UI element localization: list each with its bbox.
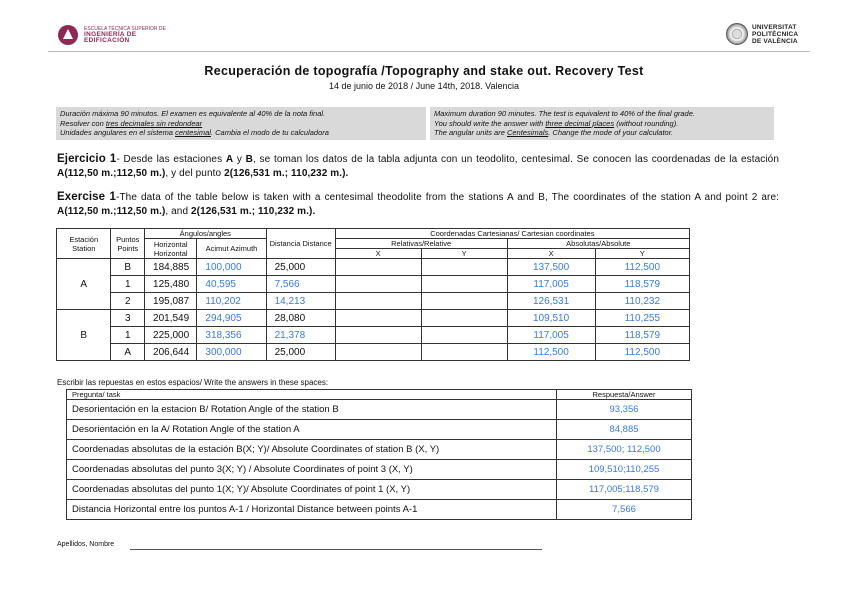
instr-es-line1: Duración máxima 90 minutos. El examen es equivalente al 40% de la nota final.: [60, 109, 326, 118]
header-points: Puntos Points: [111, 229, 145, 259]
question-cell: Coordenadas absolutas de la estación B(X; Y)/ Absolute Coordinates of station B (X, Y): [67, 440, 557, 460]
question-cell: Desorientación en la estacion B/ Rotation Angle of the station B: [67, 400, 557, 420]
header-horizontal: Horizontal Horizontal: [145, 239, 197, 259]
abs-y-cell: 110,255: [595, 310, 689, 327]
horizontal-cell: 184,885: [145, 259, 197, 276]
question-cell: Coordenadas absolutas del punto 1(X; Y)/ Absolute Coordinates of point 1 (X, Y): [67, 480, 557, 500]
instr-en-line3-end: . Change the mode of your calculator.: [548, 128, 674, 137]
instr-es-line2: Resolver con: [60, 118, 106, 128]
abs-y-cell: 118,579: [595, 276, 689, 293]
distance-cell: 21,378: [266, 327, 335, 344]
instructions-spanish: [56, 107, 426, 140]
abs-x-cell: 112,500: [507, 344, 595, 361]
page-subtitle: 14 de junio de 2018 / June 14th, 2018. Valencia: [329, 81, 519, 91]
distance-cell: 14,213: [266, 293, 335, 310]
azimuth-cell: 300,000: [197, 344, 266, 361]
rel-x-cell: [335, 259, 421, 276]
exercise-en-text2: , and: [165, 206, 192, 217]
instr-en-line3-underlined: Centesimals: [506, 128, 549, 137]
question-cell: Coordenadas absolutas del punto 3(X; Y) / Absolute Coordinates of point 3 (X, Y): [67, 460, 557, 480]
rel-y-cell: [421, 344, 507, 361]
exercise-es-station-a: A: [225, 154, 234, 165]
exercise-es-heading: Ejercicio 1: [57, 153, 117, 165]
abs-x-cell: 109,510: [507, 310, 595, 327]
university-logo: [726, 23, 798, 45]
school-logo-line2: INGENIERÍA DE: [84, 31, 137, 38]
school-logo-icon: [58, 25, 78, 45]
table-row: [57, 310, 690, 327]
university-line2: POLITÈCNICA: [752, 30, 799, 38]
signature-label: Apellidos, Nombre: [57, 541, 115, 548]
distance-cell: 28,080: [266, 310, 335, 327]
instr-es-line3-underlined: centesimal: [175, 128, 211, 137]
answers-note: Escribir las repuestas en estos espacios/ Write the answers in these spaces:: [57, 378, 329, 387]
answer-cell[interactable]: 84,885: [557, 420, 692, 440]
abs-y-cell: 112,500: [595, 344, 689, 361]
header-abs-y: Y: [595, 249, 689, 259]
rel-x-cell: [335, 344, 421, 361]
signature-line[interactable]: [130, 549, 542, 550]
point-cell: A: [111, 344, 145, 361]
school-logo-line1: ESCUELA TÉCNICA SUPERIOR DE: [84, 26, 166, 32]
header-azimuth: Acimut Azimuth: [197, 239, 266, 259]
header-rel-y: Y: [421, 249, 507, 259]
exercise-english: [57, 190, 779, 219]
instr-en-line2-end: (without rounding).: [614, 118, 679, 128]
answer-row: [67, 480, 692, 500]
horizontal-cell: 225,000: [145, 327, 197, 344]
header-rel-x: X: [335, 249, 421, 259]
page-title: Recuperación de topografía /Topography and stake out. Recovery Test: [204, 64, 644, 78]
exercise-es-text1: - Desde las estaciones: [116, 154, 226, 165]
exercise-es-coord-a: A(112,50 m.;112,50 m.): [57, 168, 166, 179]
point-cell: B: [111, 259, 145, 276]
survey-data-table: [56, 228, 690, 361]
exercise-es-station-b: B: [245, 154, 253, 165]
header-distance: Distancia Distance: [266, 229, 335, 259]
instr-es-line3: Unidades angulares en el sistema: [60, 128, 176, 137]
exercise-en-coord-a: A(112,50 m.;112,50 m.): [57, 206, 166, 217]
exercise-es-text2: y: [233, 154, 246, 165]
instr-en-line1: Maximum duration 90 minutes. The test is equivalent to 40% of the final grade.: [434, 109, 695, 118]
rel-x-cell: [335, 293, 421, 310]
point-cell: 3: [111, 310, 145, 327]
answer-cell[interactable]: 109,510;110,255: [557, 460, 692, 480]
question-cell: Distancia Horizontal entre los puntos A-1 / Horizontal Distance between points A-1: [67, 500, 557, 520]
distance-cell: 25,000: [266, 259, 335, 276]
point-cell: 1: [111, 327, 145, 344]
table-row: [57, 276, 690, 293]
rel-y-cell: [421, 276, 507, 293]
distance-cell: 25,000: [266, 344, 335, 361]
university-line3: DE VALÈNCIA: [752, 37, 798, 45]
answer-cell[interactable]: 93,356: [557, 400, 692, 420]
table-row: [57, 259, 690, 276]
exercise-es-text4: , y del punto: [165, 168, 225, 179]
rel-y-cell: [421, 293, 507, 310]
answer-row: [67, 500, 692, 520]
azimuth-cell: 40,595: [197, 276, 266, 293]
abs-x-cell: 137,500: [507, 259, 595, 276]
station-cell: A: [57, 259, 111, 310]
table-row: [57, 327, 690, 344]
university-line1: UNIVERSITAT: [752, 23, 797, 31]
instr-es-line3-end: . Cambia el modo de tu calculadora: [210, 128, 329, 137]
horizontal-cell: 206,644: [145, 344, 197, 361]
horizontal-cell: 125,480: [145, 276, 197, 293]
header-absolute: Absolutas/Absolute: [507, 239, 689, 249]
answer-row: [67, 440, 692, 460]
table-row: [57, 293, 690, 310]
answers-header-question: Pregunta/ task: [67, 390, 557, 400]
azimuth-cell: 100,000: [197, 259, 266, 276]
answers-table: [66, 389, 692, 520]
rel-x-cell: [335, 327, 421, 344]
instr-en-line2-underlined: three decimal places: [545, 118, 615, 128]
header-angles: Ángulos/angles: [145, 229, 267, 239]
abs-x-cell: 126,531: [507, 293, 595, 310]
school-logo: [58, 25, 166, 45]
horizontal-cell: 195,087: [145, 293, 197, 310]
exercise-en-coord-2: 2(126,531 m.; 110,232 m.).: [191, 206, 316, 217]
azimuth-cell: 294,905: [197, 310, 266, 327]
instr-en-line2: You should write the answer with: [434, 118, 546, 128]
exercise-en-text1: -The data of the table below is taken with a centesimal theodolite from the stations A and B, The coordinates of the station A and point 2 are:: [116, 192, 779, 203]
exercise-es-coord-2: 2(126,531 m.; 110,232 m.).: [224, 168, 349, 179]
answer-row: [67, 400, 692, 420]
header-relative: Relativas/Relative: [335, 239, 507, 249]
answer-row: [67, 420, 692, 440]
answer-row: [67, 460, 692, 480]
abs-x-cell: 117,005: [507, 327, 595, 344]
instructions-english: [430, 107, 774, 140]
horizontal-cell: 201,549: [145, 310, 197, 327]
header-coordinates: Coordenadas Cartesianas/ Cartesian coordinates: [335, 229, 689, 239]
answer-cell[interactable]: 117,005;118,579: [557, 480, 692, 500]
exercise-spanish: [57, 152, 779, 181]
azimuth-cell: 318,356: [197, 327, 266, 344]
header-abs-x: X: [507, 249, 595, 259]
abs-x-cell: 117,005: [507, 276, 595, 293]
table-row: [57, 344, 690, 361]
abs-y-cell: 112,500: [595, 259, 689, 276]
rel-y-cell: [421, 327, 507, 344]
header-station: Estación Station: [57, 229, 111, 259]
point-cell: 2: [111, 293, 145, 310]
azimuth-cell: 110,202: [197, 293, 266, 310]
exercise-es-text3: , se toman los datos de la tabla adjunta con un teodolito, centesimal. Se conocen las coordenadas de la estación: [252, 154, 779, 165]
answer-cell[interactable]: 137,500; 112,500: [557, 440, 692, 460]
rel-y-cell: [421, 259, 507, 276]
header-divider: [48, 51, 810, 52]
abs-y-cell: 118,579: [595, 327, 689, 344]
school-logo-line3: EDIFICACIÓN: [84, 37, 130, 44]
question-cell: Desorientación en la A/ Rotation Angle of the station A: [67, 420, 557, 440]
instr-es-line2-underlined: tres decimales sin redondear: [105, 118, 203, 128]
answers-header-answer: Respuesta/Answer: [557, 390, 692, 400]
rel-x-cell: [335, 276, 421, 293]
exercise-en-heading: Exercise 1: [57, 191, 117, 203]
rel-y-cell: [421, 310, 507, 327]
point-cell: 1: [111, 276, 145, 293]
abs-y-cell: 110,232: [595, 293, 689, 310]
station-cell: B: [57, 310, 111, 361]
university-seal-icon: [726, 23, 748, 45]
answer-cell[interactable]: 7,566: [557, 500, 692, 520]
rel-x-cell: [335, 310, 421, 327]
distance-cell: 7,566: [266, 276, 335, 293]
instr-en-line3: The angular units are: [434, 128, 507, 137]
